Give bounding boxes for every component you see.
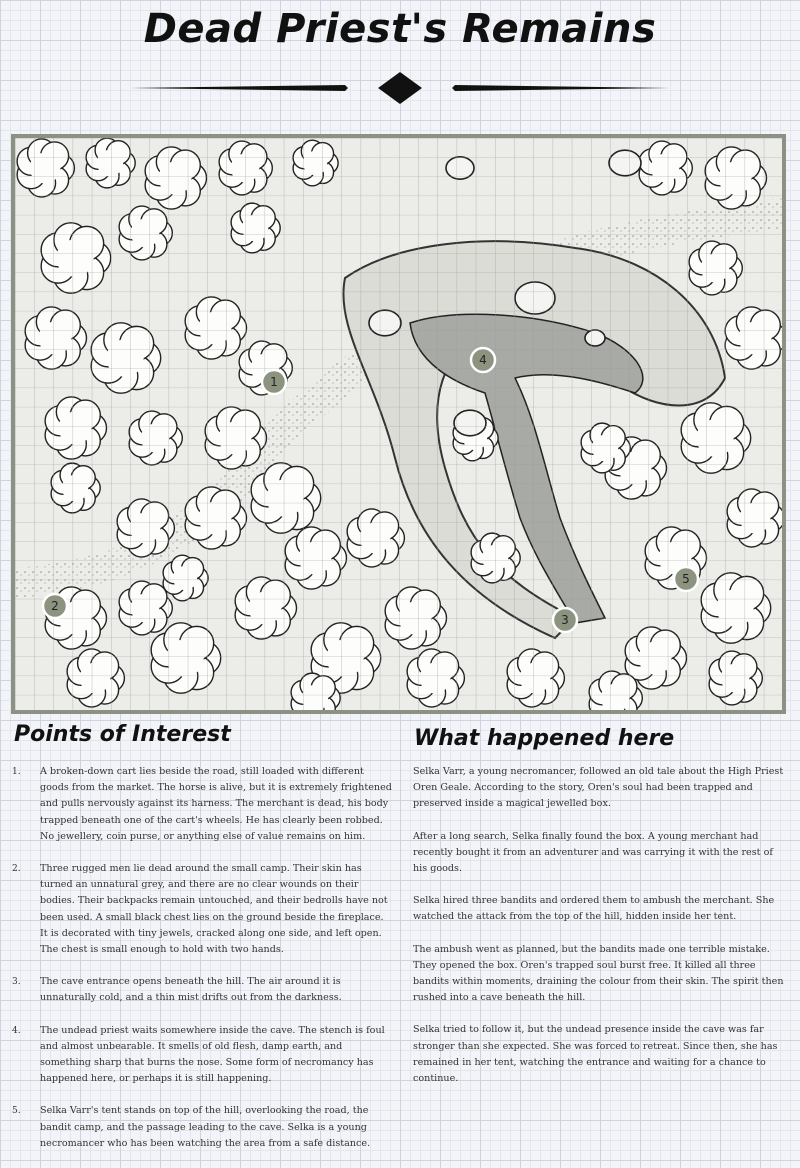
points-of-interest-list bbox=[12, 764, 392, 1168]
poi-item bbox=[12, 974, 392, 1006]
poi-number: 4. bbox=[12, 1025, 21, 1036]
location-marker-1 bbox=[262, 370, 286, 394]
story-paragraph: Selka tried to follow it, but the undead presence inside the cave was far stronger than she expected. She was forced to retreat. Since then, she has remained in her tent, watching the entrance and waiting for a chance to continue. bbox=[413, 1024, 778, 1085]
poi-item bbox=[12, 764, 392, 845]
battle-map bbox=[11, 134, 786, 714]
poi-text: A broken-down cart lies beside the road, still loaded with different goods from the market. The horse is alive, but it is extremely frightened and pulls nervously against its harness. The merchant is dead, his body trapped beneath one of the cart's wheels. He has clearly been robbed. No jewellery, coin purse, or anything else of value remains on him. bbox=[40, 766, 392, 842]
poi-number: 1. bbox=[12, 767, 21, 777]
story-paragraph: The ambush went as planned, but the bandits made one terrible mistake. They opened the box. Oren's trapped soul burst free. It killed all three bandits within moments, draining the colour from their skin. The spirit then rushed into a cave beneath the hill. bbox=[413, 943, 784, 1004]
poi-item bbox=[12, 1103, 392, 1152]
poi-number: 2. bbox=[12, 864, 21, 875]
location-marker-5 bbox=[674, 567, 698, 591]
location-marker-label: 4 bbox=[479, 353, 487, 367]
what-happened-heading: What happened here bbox=[414, 726, 675, 751]
location-marker-4 bbox=[471, 348, 495, 372]
poi-number: 5. bbox=[12, 1106, 21, 1117]
location-marker-label: 1 bbox=[270, 375, 278, 389]
page-title: Dead Priest's Remains bbox=[143, 6, 657, 52]
poi-text: Three rugged men lie dead around the small camp. Their skin has turned an unnatural grey, and there are no clear wounds on their bodies. Their backpacks remain untouched, and their bedrolls have not been used. A small black chest lies on the ground beside the fireplace. It is decorated with tiny jewels, cracked along one side, and left open. The chest is small enough to hold with two hands. bbox=[40, 863, 388, 956]
story-paragraph: Selka hired three bandits and ordered them to ambush the merchant. She watched the attack from the top of the hill, hidden inside her tent. bbox=[413, 895, 775, 923]
map-grid bbox=[15, 138, 782, 710]
poi-text: The cave entrance opens beneath the hill. The air around it is unnaturally cold, and a thin mist drifts out from the darkness. bbox=[40, 976, 342, 1004]
poi-text: The undead priest waits somewhere inside the cave. The stench is foul and almost unbearable. It smells of old flesh, damp earth, and something sharp that burns the nose. Some form of necromancy has happened here, or perhaps it is still happening. bbox=[40, 1024, 385, 1085]
location-marker-3 bbox=[553, 608, 577, 632]
poi-item bbox=[12, 861, 392, 958]
poi-item bbox=[12, 1023, 392, 1088]
poi-number: 3. bbox=[12, 977, 21, 988]
location-marker-label: 3 bbox=[561, 613, 569, 627]
points-of-interest-heading: Points of Interest bbox=[14, 722, 231, 747]
location-marker-label: 2 bbox=[51, 599, 59, 613]
story-paragraph: Selka Varr, a young necromancer, followed an old tale about the High Priest Oren Geale. According to the story, Oren's soul had been trapped and preserved inside a magical jewelled box. bbox=[413, 766, 784, 810]
title-ornament bbox=[130, 70, 670, 106]
location-marker-label: 5 bbox=[682, 572, 690, 586]
what-happened-text bbox=[413, 764, 785, 1103]
location-marker-2 bbox=[43, 594, 67, 618]
story-paragraph: After a long search, Selka finally found the box. A young merchant had recently bought it from an adventurer and was carrying it with the rest of his goods. bbox=[413, 830, 773, 875]
poi-text: Selka Varr's tent stands on top of the hill, overlooking the road, the bandit camp, and the passage leading to the cave. Selka is a young necromancer who has been watching the area from a safe distance. bbox=[40, 1105, 371, 1149]
